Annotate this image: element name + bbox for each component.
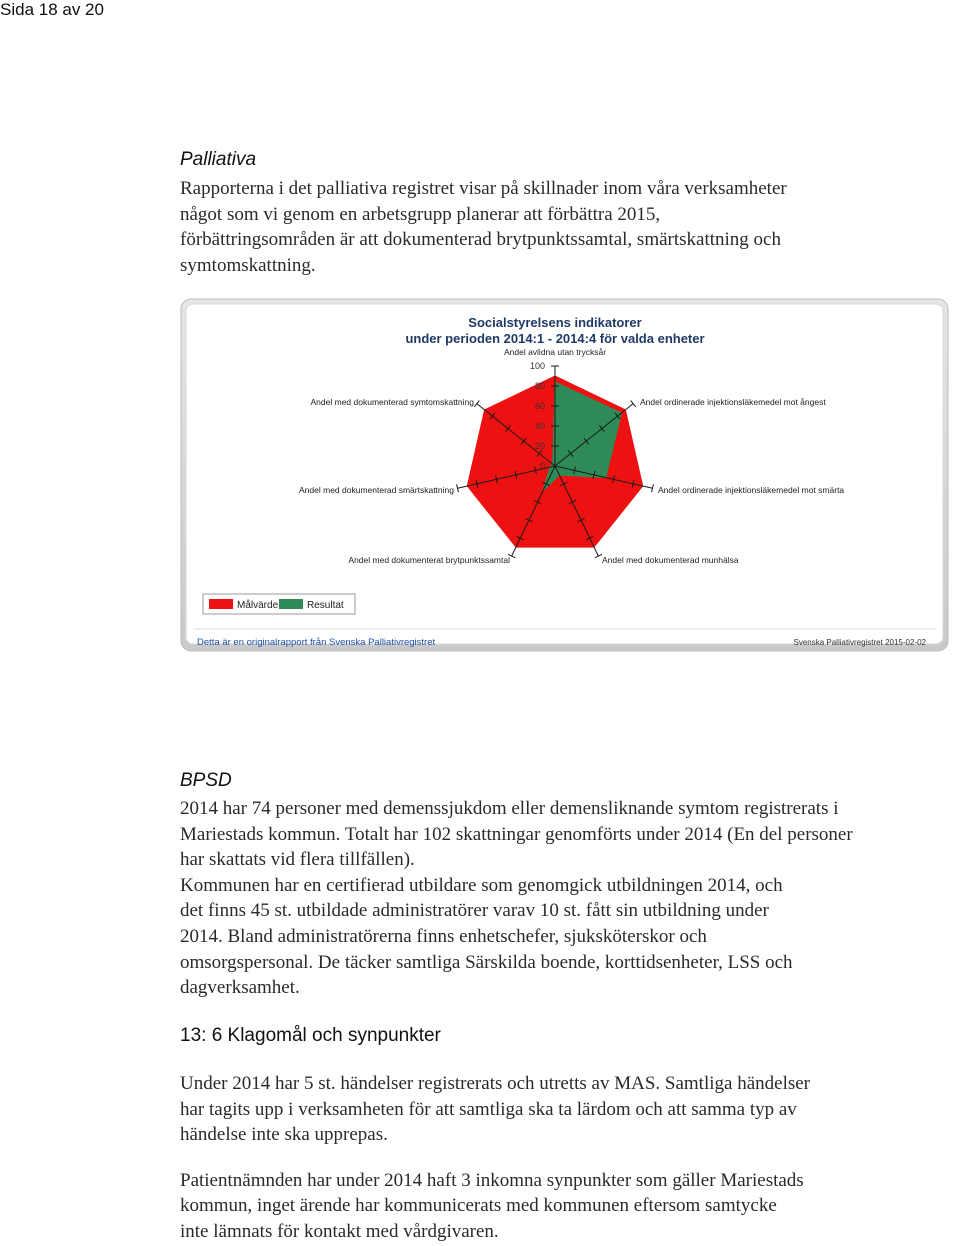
legend-label-malvarde: Målvärde (237, 600, 279, 611)
tick-label: 40 (534, 421, 545, 431)
line: inte lämnats för kontakt med vårdgivaren. (180, 1220, 499, 1242)
footer-right-text: Svenska Palliativregistret 2015-02-02 (793, 638, 926, 647)
section-klagomal (180, 1024, 940, 1245)
line: 2014 har 74 personer med demenssjukdom eller demensliknande symtom registrerats i (180, 798, 839, 819)
section-bpsd (180, 769, 940, 1001)
legend-swatch-malvarde (209, 599, 233, 609)
line: händelse inte ska upprepas. (180, 1124, 388, 1146)
tick-label: 20 (534, 441, 545, 451)
axis-label: Andel med dokumenterad smärtskattning (299, 485, 454, 495)
axis-label: Andel ordinerade injektionsläkemedel mot ångest (640, 397, 826, 407)
paragraph-klagomal-2 (180, 1168, 940, 1245)
axis-label: Andel med dokumenterat brytpunktssamtal (348, 555, 510, 565)
line: Kommunen har en certifierad utbildare som genomgick utbildningen 2014, och (180, 874, 783, 896)
line: 2014. Bland administratörerna finns enhetschefer, sjuksköterskor och (180, 925, 707, 947)
chart-title: Socialstyrelsens indikatorer (468, 315, 642, 330)
legend-swatch-resultat (279, 599, 303, 609)
line: symtomskattning. (180, 254, 316, 276)
heading-bpsd: BPSD (180, 770, 232, 791)
heading-palliativa: Palliativa (180, 149, 257, 170)
line: har skattats vid flera tillfällen). (180, 849, 415, 871)
paragraph-bpsd-1 (180, 796, 940, 873)
tick-label: 0 (539, 461, 545, 471)
paragraph-bpsd-2 (180, 873, 940, 1001)
tick-label: 60 (534, 401, 545, 411)
axis-label: Andel med dokumenterad munhälsa (602, 555, 739, 565)
line: Under 2014 har 5 st. händelser registrerats och utretts av MAS. Samtliga händelser (180, 1073, 811, 1094)
axis-label: Andel med dokumenterad symtomskattning (310, 397, 474, 407)
line: förbättringsområden är att dokumenterad brytpunktssamtal, smärtskattning och (180, 229, 781, 251)
radar-chart-image (180, 298, 951, 654)
radar-chart (180, 298, 951, 654)
legend-label-resultat: Resultat (307, 600, 344, 611)
paragraph-klagomal-1 (180, 1071, 940, 1148)
footer-left-text: Detta är en originalrapport från Svenska Palliativregistret (197, 637, 436, 648)
section-palliativa (180, 148, 940, 278)
heading-klagomal: 13: 6 Klagomål och synpunkter (180, 1025, 441, 1046)
line: omsorgspersonal. De täcker samtliga Särskilda boende, korttidsenheter, LSS och (180, 951, 793, 973)
chart-legend (203, 594, 355, 614)
line: Rapporterna i det palliativa registret visar på skillnader inom våra verksamheter (180, 178, 787, 199)
line: har tagits upp i verksamheten för att samtliga ska ta lärdom och att samma typ av (180, 1098, 797, 1120)
line: Mariestads kommun. Totalt har 102 skattningar genomförts under 2014 (En del personer (180, 823, 853, 845)
tick-label: 80 (534, 381, 545, 391)
line: det finns 45 st. utbildade administratörer varav 10 st. fått sin utbildning under (180, 900, 769, 922)
line: Patientnämnden har under 2014 haft 3 inkomna synpunkter som gäller Mariestads (180, 1169, 804, 1191)
axis-label: Andel avlidna utan trycksår (503, 347, 607, 357)
paragraph-palliativa (180, 176, 940, 278)
line: något som vi genom en arbetsgrupp planerar att förbättra 2015, (180, 203, 661, 225)
axis-label: Andel ordinerade injektionsläkemedel mot smärta (658, 485, 845, 495)
page-header: Sida 18 av 20 (0, 0, 104, 19)
tick-label: 100 (529, 361, 545, 371)
line: kommun, inget ärende har kommunicerats med kommunen eftersom samtycke (180, 1195, 777, 1217)
chart-subtitle: under perioden 2014:1 - 2014:4 för valda enheter (405, 331, 705, 346)
line: dagverksamhet. (180, 977, 300, 999)
